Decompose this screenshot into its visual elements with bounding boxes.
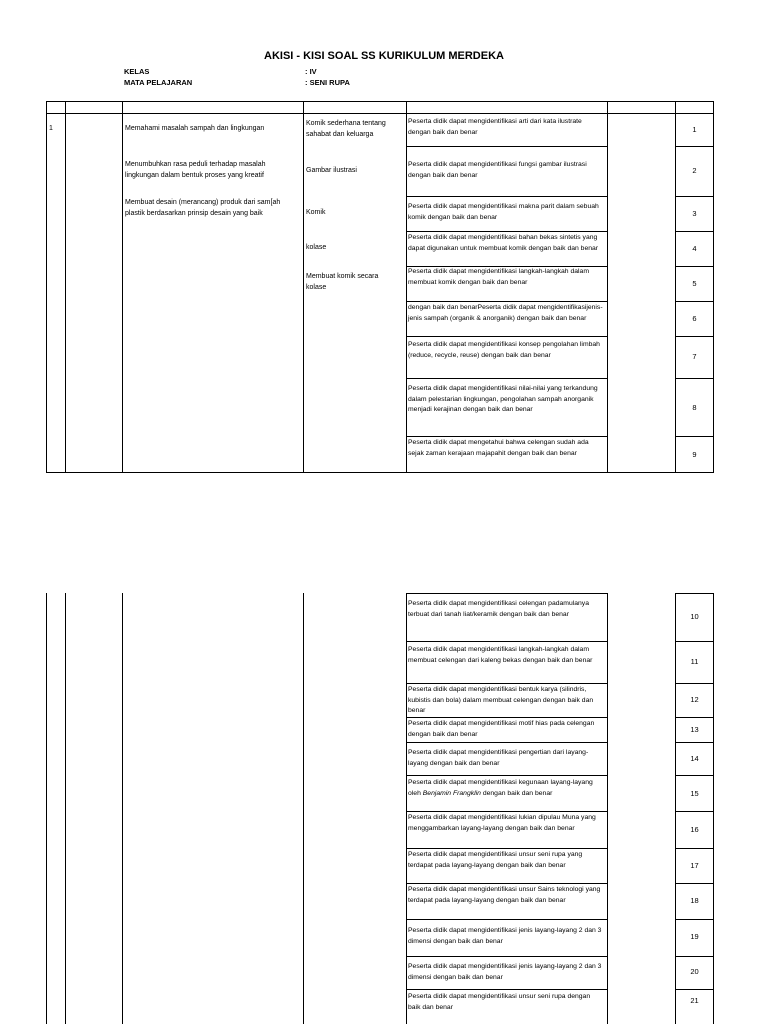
soal-number: 4: [692, 244, 697, 253]
indikator-text: Peserta didik dapat mengidentifikasi langkah-langkah dalam membuat celengan dari kaleng bekas dengan baik dan benar: [408, 646, 593, 664]
document-title: AKISI - KISI SOAL SS KURIKULUM MERDEKA: [264, 50, 504, 62]
soal-number: 5: [692, 279, 697, 288]
soal-number: 17: [690, 861, 699, 870]
soal-number: 13: [690, 725, 699, 734]
soal-number: 18: [690, 896, 699, 905]
materi-text: Komik: [306, 209, 326, 216]
soal-number: 14: [690, 754, 699, 763]
indikator-text: Peserta didik dapat mengidentifikasi unsur Sains teknologi yang terdapat pada layang-layang dengan baik dan benar: [408, 886, 601, 904]
soal-number: 16: [690, 825, 699, 834]
soal-number: 21: [690, 996, 699, 1005]
soal-number: 9: [692, 450, 697, 459]
indikator-text: Peserta didik dapat mengidentifikasi konsep pengolahan limbah (reduce, recycle, reuse) dengan baik dan benar: [408, 341, 600, 359]
materi-text: kolase: [306, 244, 327, 251]
mapel-label: MATA PELAJARAN: [124, 78, 193, 87]
indikator-text: Peserta didik dapat mengidentifikasi jenis layang-layang 2 dan 3 dimensi dengan baik dan benar: [408, 963, 602, 981]
indikator-text: Peserta didik dapat mengidentifikasi arti dari kata ilustrate dengan baik dan benar: [408, 118, 582, 136]
indikator-text-emphasis: Benjamin Frangklin: [422, 789, 481, 797]
materi-text: Membuat komik secara kolase: [306, 273, 379, 291]
soal-number: 19: [690, 932, 699, 941]
indikator-text: Peserta didik dapat mengidentifikasi bahan bekas sintetis yang dapat digunakan untuk membuat komik dengan baik dan benar: [408, 234, 599, 252]
materi-text: Komik sederhana tentang sahabat dan keluarga: [306, 120, 386, 138]
soal-number: 20: [690, 967, 699, 976]
row-number: 1: [49, 125, 53, 132]
soal-number: 1: [692, 125, 697, 134]
capaian-text: Menumbuhkan rasa peduli terhadap masalah lingkungan dalam bentuk proses yang kreatif: [125, 161, 266, 179]
kelas-label: KELAS: [124, 67, 150, 76]
indikator-text: Peserta didik dapat mengidentifikasi makna parit dalam sebuah komik dengan baik dan benar: [408, 203, 599, 221]
soal-number: 3: [692, 209, 697, 218]
indikator-text: Peserta didik dapat mengetahui bahwa celengan sudah ada sejak zaman kerajaan majapahit dengan baik dan benar: [408, 439, 589, 457]
indikator-text: Peserta didik dapat mengidentifikasi fungsi gambar ilustrasi dengan baik dan benar: [408, 161, 587, 179]
indikator-text: Peserta didik dapat mengidentifikasi unsur seni rupa yang terdapat pada layang-layang dengan baik dan benar: [408, 851, 583, 869]
soal-number: 15: [690, 789, 699, 798]
indikator-text: Peserta didik dapat mengidentifikasi jenis layang-layang 2 dan 3 dimensi dengan baik dan benar: [408, 927, 602, 945]
indikator-text-part: dengan baik dan benar: [480, 789, 553, 797]
soal-number: 2: [692, 166, 697, 175]
capaian-text: Memahami masalah sampah dan lingkungan: [125, 125, 265, 132]
soal-number: 6: [692, 314, 697, 323]
indikator-text: Peserta didik dapat mengidentifikasi langkah-langkah dalam membuat komik dengan baik dan benar: [408, 268, 589, 286]
soal-number: 11: [690, 657, 699, 666]
mapel-value: : SENI RUPA: [305, 78, 350, 87]
indikator-text: Peserta didik dapat mengidentifikasi nilai-nilai yang terkandung dalam pelestarian lingkungan, pengolahan sampah anorganik menjadi kerajinan dengan baik dan benar: [408, 385, 598, 413]
indikator-text-part: Peserta didik dapat mengidentifikasi kegunaan layang-layang oleh: [408, 779, 593, 797]
capaian-text: Membuat desain (merancang) produk dari sam[ah plastik berdasarkan prinsip desain yang baik: [125, 199, 281, 217]
indikator-text: Peserta didik dapat mengidentifikasi lukian dipulau Muna yang menggambarkan layang-layang dengan baik dan benar: [408, 814, 596, 832]
indikator-text: dengan baik dan benarPeserta didik dapat mengidentifikasijenis-jenis sampah (organik & anorganik) dengan baik dan benar: [408, 304, 603, 322]
soal-number: 7: [692, 352, 697, 361]
soal-number: 8: [692, 403, 697, 412]
materi-text: Gambar ilustrasi: [306, 167, 357, 174]
indikator-text: Peserta didik dapat mengidentifikasi bentuk karya (silindris, kubistis dan bola) dalam membuat celengan dengan baik dan benar: [408, 686, 594, 714]
kelas-value: : IV: [305, 67, 317, 76]
soal-number: 12: [690, 695, 699, 704]
indikator-text: [408, 778, 604, 799]
indikator-text: Peserta didik dapat mengidentifikasi motif hias pada celengan dengan baik dan benar: [408, 720, 595, 738]
soal-number: 10: [690, 612, 699, 621]
indikator-text: Peserta didik dapat mengidentifikasi pengertian dari layang-layang dengan baik dan benar: [408, 749, 589, 767]
indikator-text: Peserta didik dapat mengidentifikasi unsur seni rupa dengan baik dan benar: [408, 993, 591, 1011]
indikator-text: Peserta didik dapat mengidentifikasi celengan padamulanya terbuat dari tanah liat/keramik dengan baik dan benar: [408, 600, 589, 618]
